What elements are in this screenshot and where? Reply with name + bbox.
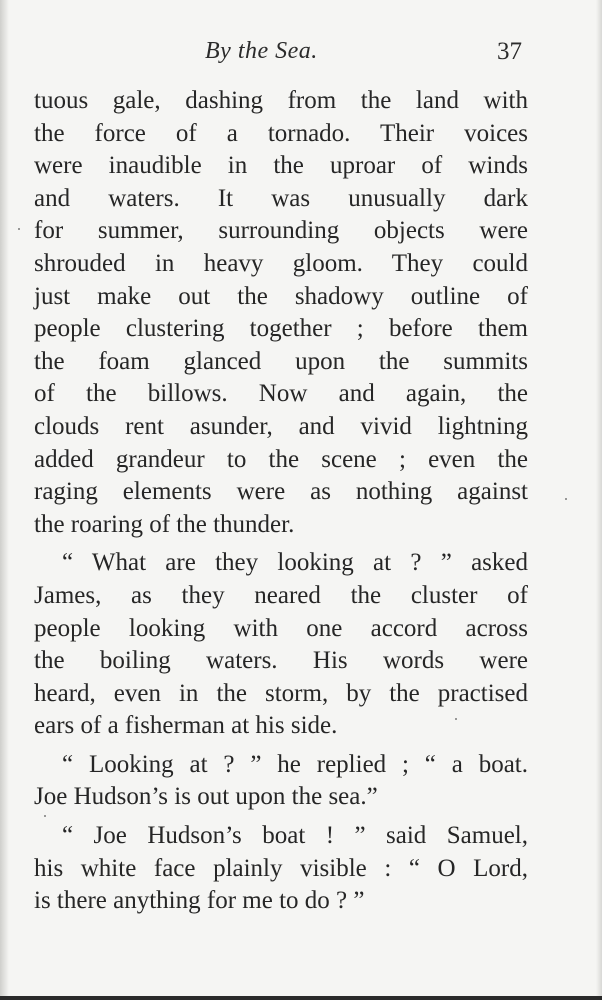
- page-right-edge-shadow: [596, 0, 602, 1000]
- running-title: By the Sea.: [205, 38, 318, 64]
- text-line: ears of a fisherman at his side.: [34, 712, 338, 740]
- text-line: were inaudible in the uproar of winds: [34, 152, 528, 180]
- text-line: clouds rent asunder, and vivid lightning: [34, 412, 528, 440]
- page-left-edge-shadow: [0, 0, 9, 1000]
- text-line: people clustering together ; before them: [34, 315, 528, 343]
- text-line: for summer, surrounding objects were: [34, 217, 528, 245]
- text-line: of the billows. Now and again, the: [34, 380, 528, 408]
- body-text: [34, 85, 528, 918]
- text-line: “ Joe Hudson’s boat ! ” said Samuel,: [62, 822, 528, 850]
- text-line: people looking with one accord across: [34, 614, 528, 642]
- text-line: and waters. It was unusually dark: [34, 184, 528, 212]
- text-line: the roaring of the thunder.: [34, 510, 295, 538]
- print-speck: [18, 228, 20, 230]
- paragraph-1: [34, 85, 528, 541]
- text-line: “ Looking at ? ” he replied ; “ a boat.: [62, 750, 528, 778]
- text-line: just make out the shadowy outline of: [34, 282, 528, 310]
- print-speck: [44, 815, 46, 817]
- text-line: Joe Hudson’s is out upon the sea.”: [34, 783, 378, 811]
- text-line: raging elements were as nothing against: [34, 478, 528, 506]
- print-speck: [565, 498, 567, 500]
- paragraph-3: [34, 749, 528, 814]
- paragraph-4: [34, 820, 528, 918]
- text-line: “ What are they looking at ? ” asked: [62, 549, 528, 577]
- text-line: tuous gale, dashing from the land with: [34, 87, 528, 114]
- print-speck: [455, 718, 457, 720]
- paragraph-2: [34, 547, 528, 743]
- page-bottom-edge: [0, 996, 602, 1000]
- text-line: James, as they neared the cluster of: [34, 581, 528, 609]
- text-line: shrouded in heavy gloom. They could: [34, 249, 528, 277]
- running-header: [0, 38, 602, 78]
- page-number: 37: [497, 38, 522, 65]
- text-line: the force of a tornado. Their voices: [34, 119, 528, 147]
- text-line: his white face plainly visible : “ O Lord,: [34, 854, 528, 882]
- text-line: the boiling waters. His words were: [34, 647, 528, 675]
- text-line: the foam glanced upon the summits: [34, 347, 528, 375]
- text-line: is there anything for me to do ? ”: [34, 887, 365, 915]
- text-line: heard, even in the storm, by the practised: [34, 679, 528, 707]
- text-line: added grandeur to the scene ; even the: [34, 445, 528, 473]
